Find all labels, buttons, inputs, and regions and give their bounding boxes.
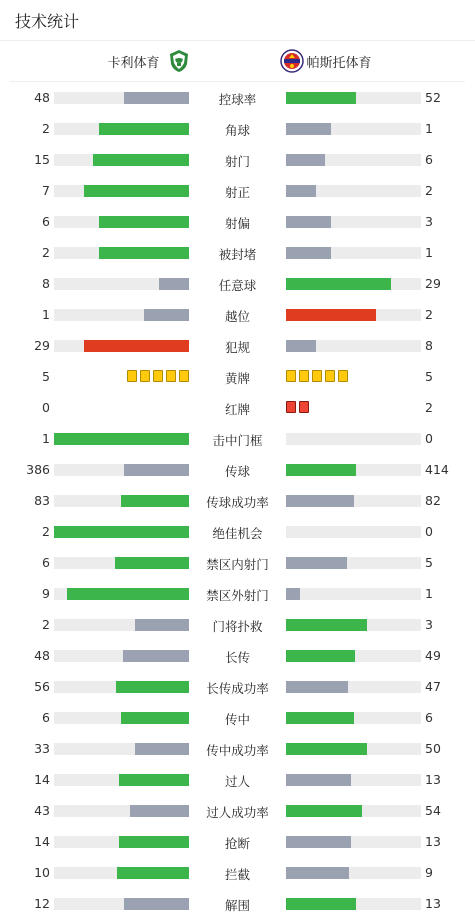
home-value: 83	[34, 493, 50, 508]
home-value: 2	[42, 617, 50, 632]
away-value: 49	[425, 648, 441, 663]
home-value: 12	[34, 896, 50, 911]
away-bar-fill	[286, 495, 354, 507]
away-bar-track	[286, 619, 421, 631]
home-bar-fill	[115, 557, 189, 569]
home-bar-track	[54, 743, 189, 755]
home-bar-track	[54, 278, 189, 290]
away-bar-fill	[286, 247, 331, 259]
away-value: 3	[425, 214, 433, 229]
stat-label: 犯规	[224, 340, 250, 355]
home-bar-track	[54, 464, 189, 476]
away-value: 1	[425, 245, 433, 260]
stat-label: 控球率	[218, 92, 257, 107]
stat-label: 长传成功率	[206, 681, 269, 696]
home-value: 56	[34, 679, 50, 694]
home-bar-fill	[117, 867, 189, 879]
stat-label: 传球	[224, 464, 250, 479]
home-value: 33	[34, 741, 50, 756]
home-bar-fill	[144, 309, 189, 321]
stat-row	[0, 268, 475, 299]
stat-row	[0, 547, 475, 578]
home-bar-fill	[124, 92, 189, 104]
away-bar-fill	[286, 92, 356, 104]
away-bar-track	[286, 557, 421, 569]
home-value: 14	[34, 772, 50, 787]
away-bar-fill	[286, 836, 351, 848]
home-value: 6	[42, 214, 50, 229]
stat-label: 射偏	[224, 216, 250, 231]
home-value: 8	[42, 276, 50, 291]
yellow-card-icon	[312, 370, 322, 382]
stat-row	[0, 392, 475, 423]
away-bar-fill	[286, 185, 316, 197]
home-value: 14	[34, 834, 50, 849]
stat-row	[0, 609, 475, 640]
away-value: 52	[425, 90, 441, 105]
yellow-card-icon	[140, 370, 150, 382]
yellow-card-icon	[286, 370, 296, 382]
stat-row	[0, 516, 475, 547]
stat-label: 越位	[224, 309, 250, 324]
away-bar-fill	[286, 588, 300, 600]
home-value: 5	[42, 369, 50, 384]
home-value: 0	[42, 400, 50, 415]
away-bar-fill	[286, 712, 354, 724]
home-bar-fill	[130, 805, 189, 817]
away-bar-fill	[286, 557, 347, 569]
home-bar-fill	[119, 836, 189, 848]
away-bar-fill	[286, 898, 356, 910]
teams-row	[10, 41, 465, 82]
stat-row	[0, 175, 475, 206]
stat-label: 射正	[224, 185, 250, 200]
home-bar-track	[54, 867, 189, 879]
home-value: 1	[42, 431, 50, 446]
home-bar-fill	[54, 526, 189, 538]
away-bar-fill	[286, 805, 362, 817]
yellow-card-icon	[127, 370, 137, 382]
away-value: 3	[425, 617, 433, 632]
home-bar-fill	[121, 495, 189, 507]
home-bar-fill	[67, 588, 189, 600]
away-bar-track	[286, 247, 421, 259]
home-bar-track	[54, 650, 189, 662]
away-bar-fill	[286, 681, 348, 693]
home-bar-fill	[135, 743, 189, 755]
away-bar-track	[286, 340, 421, 352]
stat-label: 过人成功率	[206, 805, 269, 820]
away-bar-track	[286, 278, 421, 290]
stat-label: 解围	[224, 898, 250, 913]
away-bar-track	[286, 309, 421, 321]
section-header	[0, 0, 475, 41]
home-bar-fill	[99, 247, 189, 259]
red-card-icon	[286, 401, 296, 413]
yellow-card-icon	[166, 370, 176, 382]
away-value: 1	[425, 586, 433, 601]
stat-row	[0, 144, 475, 175]
stat-label: 绝佳机会	[212, 526, 263, 541]
away-value: 414	[425, 462, 449, 477]
away-team-name: 帕斯托体育	[306, 55, 372, 71]
stat-row	[0, 764, 475, 795]
away-value: 8	[425, 338, 433, 353]
away-value: 29	[425, 276, 441, 291]
stat-label: 黄牌	[224, 371, 250, 386]
away-bar-track	[286, 216, 421, 228]
away-bar-track	[286, 123, 421, 135]
home-value: 386	[26, 462, 50, 477]
away-value: 2	[425, 183, 433, 198]
home-yellow-cards	[127, 370, 189, 382]
home-bar-track	[54, 340, 189, 352]
away-bar-fill	[286, 340, 316, 352]
stat-row	[0, 330, 475, 361]
home-bar-track	[54, 681, 189, 693]
away-value: 5	[425, 369, 433, 384]
stat-label: 门将扑救	[212, 619, 263, 634]
stat-row	[0, 361, 475, 392]
stat-label: 禁区外射门	[206, 588, 269, 603]
stat-label: 传球成功率	[206, 495, 269, 510]
home-value: 9	[42, 586, 50, 601]
home-bar-track	[54, 247, 189, 259]
away-bar-track	[286, 433, 421, 445]
stat-label: 射门	[224, 154, 250, 169]
away-bar-track	[286, 650, 421, 662]
yellow-card-icon	[338, 370, 348, 382]
away-value: 6	[425, 152, 433, 167]
away-bar-fill	[286, 743, 367, 755]
home-value: 6	[42, 555, 50, 570]
stat-label: 传中成功率	[206, 743, 269, 758]
home-team[interactable]	[10, 49, 238, 73]
stat-row	[0, 237, 475, 268]
home-value: 48	[34, 648, 50, 663]
away-bar-fill	[286, 774, 351, 786]
home-bar-track	[54, 123, 189, 135]
away-bar-fill	[286, 867, 349, 879]
home-value: 29	[34, 338, 50, 353]
away-value: 0	[425, 524, 433, 539]
home-bar-track	[54, 526, 189, 538]
home-value: 1	[42, 307, 50, 322]
home-bar-fill	[116, 681, 189, 693]
home-bar-track	[54, 433, 189, 445]
away-bar-track	[286, 774, 421, 786]
home-bar-fill	[119, 774, 189, 786]
away-value: 6	[425, 710, 433, 725]
yellow-card-icon	[153, 370, 163, 382]
away-value: 13	[425, 772, 441, 787]
away-bar-track	[286, 805, 421, 817]
away-bar-fill	[286, 464, 356, 476]
home-value: 2	[42, 524, 50, 539]
home-bar-track	[54, 898, 189, 910]
home-bar-track	[54, 216, 189, 228]
home-value: 15	[34, 152, 50, 167]
stat-label: 禁区内射门	[206, 557, 269, 572]
away-bar-track	[286, 185, 421, 197]
home-bar-track	[54, 185, 189, 197]
away-value: 13	[425, 834, 441, 849]
away-value: 13	[425, 896, 441, 911]
home-bar-track	[54, 805, 189, 817]
stat-label: 抢断	[224, 836, 250, 851]
away-bar-track	[286, 154, 421, 166]
home-team-name: 卡利体育	[107, 55, 160, 71]
home-bar-fill	[84, 340, 189, 352]
home-value: 2	[42, 245, 50, 260]
away-value: 82	[425, 493, 441, 508]
section-title: 技术统计	[15, 11, 80, 31]
stat-row	[0, 578, 475, 609]
home-bar-track	[54, 619, 189, 631]
home-bar-fill	[84, 185, 189, 197]
home-bar-track	[54, 557, 189, 569]
stat-label: 长传	[224, 650, 250, 665]
away-bar-fill	[286, 216, 331, 228]
away-bar-fill	[286, 619, 367, 631]
yellow-card-icon	[179, 370, 189, 382]
stat-label: 红牌	[224, 402, 250, 417]
away-bar-track	[286, 712, 421, 724]
away-bar-track	[286, 681, 421, 693]
away-value: 2	[425, 307, 433, 322]
home-value: 6	[42, 710, 50, 725]
away-bar-fill	[286, 154, 325, 166]
away-value: 1	[425, 121, 433, 136]
home-team-logo-icon	[168, 49, 190, 73]
away-bar-fill	[286, 650, 355, 662]
home-bar-fill	[124, 464, 189, 476]
away-bar-track	[286, 495, 421, 507]
stat-row	[0, 113, 475, 144]
away-bar-track	[286, 867, 421, 879]
red-card-icon	[299, 401, 309, 413]
away-bar-track	[286, 836, 421, 848]
stats-list	[0, 82, 475, 919]
away-bar-track	[286, 526, 421, 538]
home-bar-track	[54, 154, 189, 166]
home-bar-fill	[124, 898, 189, 910]
away-bar-track	[286, 743, 421, 755]
home-value: 48	[34, 90, 50, 105]
home-bar-fill	[123, 650, 189, 662]
stat-row	[0, 206, 475, 237]
home-bar-track	[54, 588, 189, 600]
stat-label: 击中门框	[212, 433, 263, 448]
home-value: 43	[34, 803, 50, 818]
away-value: 9	[425, 865, 433, 880]
home-bar-fill	[99, 123, 189, 135]
home-bar-fill	[135, 619, 189, 631]
home-bar-track	[54, 712, 189, 724]
stat-row	[0, 454, 475, 485]
stat-label: 拦截	[224, 867, 250, 882]
stat-row	[0, 485, 475, 516]
home-value: 10	[34, 865, 50, 880]
away-team[interactable]	[238, 49, 466, 73]
away-bar-fill	[286, 123, 331, 135]
stat-row	[0, 795, 475, 826]
stat-row	[0, 640, 475, 671]
stat-row	[0, 82, 475, 113]
home-bar-track	[54, 836, 189, 848]
away-bar-track	[286, 898, 421, 910]
stat-row	[0, 826, 475, 857]
stat-label: 角球	[224, 123, 250, 138]
away-red-cards	[286, 401, 309, 413]
home-value: 7	[42, 183, 50, 198]
away-value: 50	[425, 741, 441, 756]
stat-row	[0, 299, 475, 330]
stat-row	[0, 671, 475, 702]
yellow-card-icon	[325, 370, 335, 382]
stat-label: 被封堵	[218, 247, 257, 262]
home-bar-fill	[99, 216, 189, 228]
yellow-card-icon	[299, 370, 309, 382]
away-yellow-cards	[286, 370, 348, 382]
away-value: 47	[425, 679, 441, 694]
home-bar-track	[54, 92, 189, 104]
away-value: 2	[425, 400, 433, 415]
away-value: 0	[425, 431, 433, 446]
away-bar-track	[286, 92, 421, 104]
away-value: 5	[425, 555, 433, 570]
stat-row	[0, 733, 475, 764]
away-value: 54	[425, 803, 441, 818]
home-bar-fill	[159, 278, 189, 290]
away-bar-track	[286, 464, 421, 476]
stat-label: 任意球	[218, 278, 257, 293]
home-bar-track	[54, 495, 189, 507]
stat-label: 过人	[224, 774, 250, 789]
home-bar-track	[54, 774, 189, 786]
stat-row	[0, 857, 475, 888]
away-bar-fill	[286, 278, 391, 290]
home-bar-fill	[93, 154, 189, 166]
away-bar-fill	[286, 309, 376, 321]
away-bar-track	[286, 588, 421, 600]
home-bar-fill	[121, 712, 189, 724]
stat-row	[0, 423, 475, 454]
stat-label: 传中	[224, 712, 250, 727]
home-value: 2	[42, 121, 50, 136]
home-bar-track	[54, 309, 189, 321]
away-team-logo-icon	[280, 49, 302, 73]
stat-row	[0, 888, 475, 919]
stat-row	[0, 702, 475, 733]
home-bar-fill	[54, 433, 189, 445]
